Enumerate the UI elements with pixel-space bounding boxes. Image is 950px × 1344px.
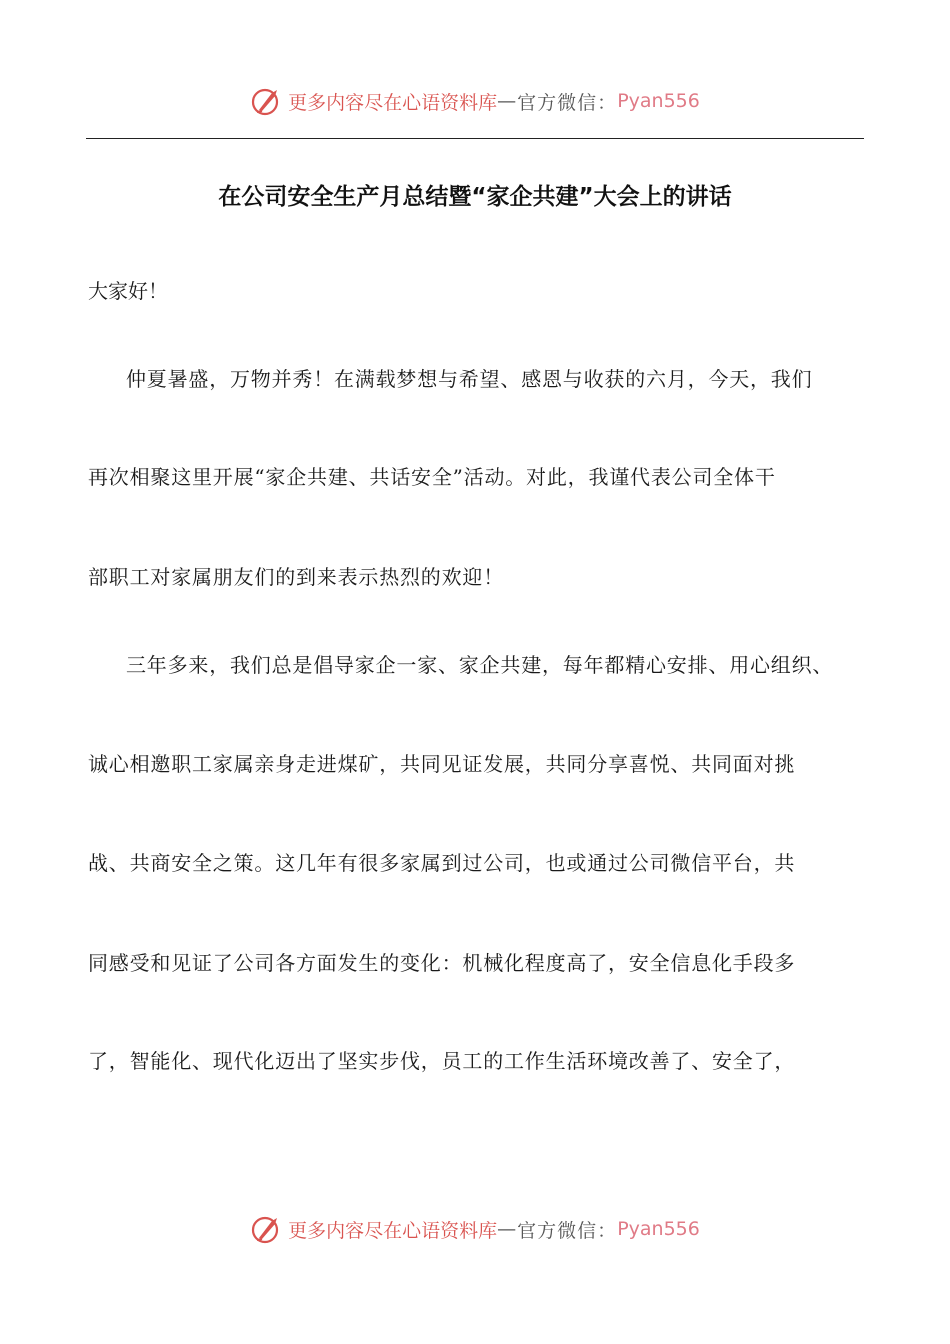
body-line: 战、共商安全之策。这几年有很多家属到过公司，也或通过公司微信平台，共 bbox=[88, 851, 796, 875]
brand-separator: — bbox=[497, 90, 518, 112]
header-brand bbox=[0, 84, 950, 118]
body-line: 同感受和见证了公司各方面发生的变化：机械化程度高了，安全信息化手段多 bbox=[88, 951, 796, 975]
brand-id: Pyan556 bbox=[617, 1218, 700, 1240]
body-line: 再次相聚这里开展“家企共建、共话安全”活动。对此，我谨代表公司全体干 bbox=[88, 465, 776, 489]
brand-separator: — bbox=[497, 1218, 518, 1240]
body-line: 仲夏暑盛，万物并秀！在满载梦想与希望、感恩与收获的六月，今天，我们 bbox=[126, 367, 813, 391]
pen-nib-logo-icon bbox=[250, 1212, 284, 1246]
brand-id: Pyan556 bbox=[617, 90, 700, 112]
body-line: 诚心相邀职工家属亲身走进煤矿，共同见证发展，共同分享喜悦、共同面对挑 bbox=[88, 752, 796, 776]
brand-sub-text: 官方微信： bbox=[517, 91, 618, 114]
brand-sub-text: 官方微信： bbox=[517, 1219, 618, 1242]
salutation: 大家好！ bbox=[88, 279, 168, 303]
footer-brand bbox=[0, 1212, 950, 1246]
body-line: 三年多来，我们总是倡导家企一家、家企共建，每年都精心安排、用心组织、 bbox=[126, 653, 834, 677]
body-line: 了，智能化、现代化迈出了坚实步伐，员工的工作生活环境改善了、安全了， bbox=[88, 1049, 796, 1073]
brand-main-text: 更多内容尽在心语资料库 bbox=[288, 1219, 498, 1242]
header-divider bbox=[86, 138, 864, 139]
pen-nib-logo-icon bbox=[250, 84, 284, 118]
body-line: 部职工对家属朋友们的到来表示热烈的欢迎！ bbox=[88, 565, 504, 589]
brand-main-text: 更多内容尽在心语资料库 bbox=[288, 91, 498, 114]
document-title: 在公司安全生产月总结暨“家企共建”大会上的讲话 bbox=[218, 184, 732, 210]
